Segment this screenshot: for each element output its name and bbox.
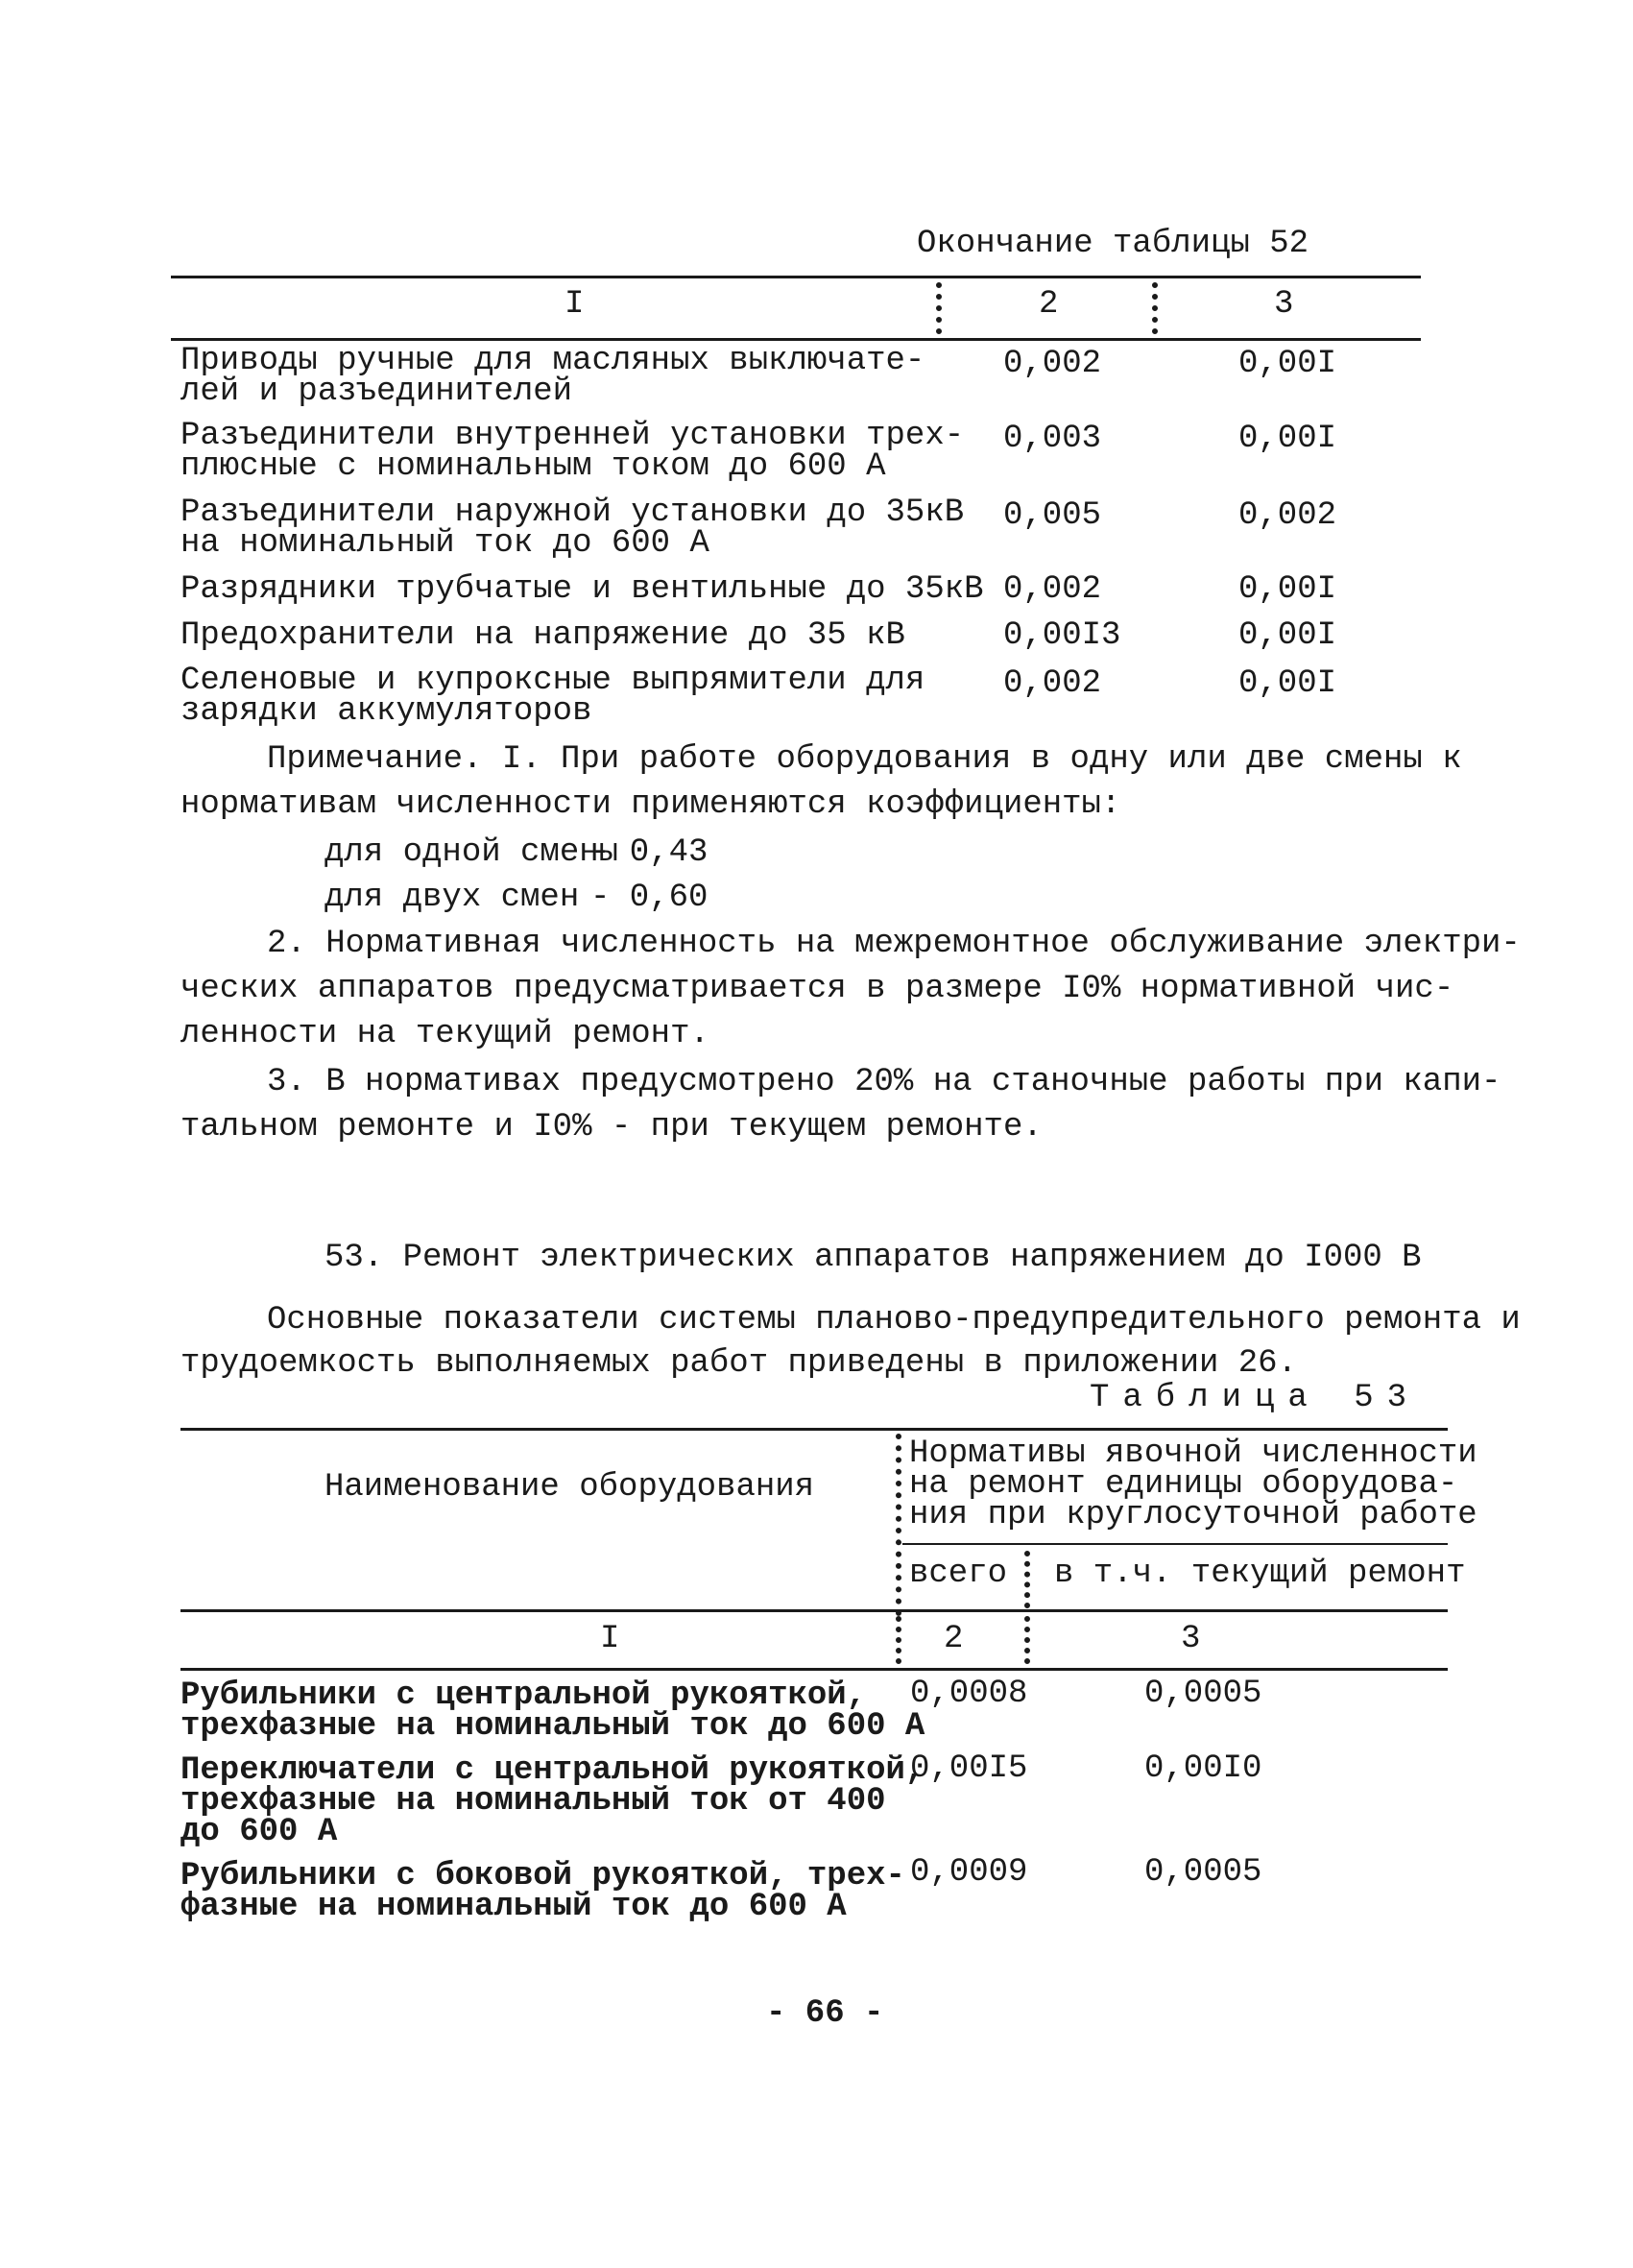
table-row-name: Приводы ручные для масляных выключате- лей и разъединителей bbox=[180, 343, 925, 410]
table53-caption: Таблица 53 bbox=[1090, 1380, 1421, 1416]
note1-line2: нормативам численности применяются коэффициенты: bbox=[180, 786, 1121, 823]
note2-line1: 2. Нормативная численность на межремонтное обслуживание электри- bbox=[267, 926, 1521, 962]
coef-two-label: для двух смен bbox=[324, 880, 580, 916]
table53-number-rule bbox=[180, 1668, 1448, 1671]
table-row-name: Разъединители наружной установки до 35кВ на номинальный ток до 600 А bbox=[180, 495, 965, 562]
table53-header-norms: Нормативы явочной численности на ремонт единицы оборудова- ния при круглосуточной работе bbox=[909, 1436, 1477, 1533]
coef-one-label: для одной смены bbox=[324, 834, 619, 871]
table52-header-divider-1 bbox=[936, 282, 942, 334]
table52-top-rule bbox=[171, 276, 1421, 278]
table53-header-rule bbox=[180, 1609, 1448, 1612]
table-row-value-total: 0,0009 bbox=[910, 1854, 1028, 1891]
table-row-name: Селеновые и купроксные выпрямители для зарядки аккумуляторов bbox=[180, 663, 925, 730]
table-row-value-total: 0,002 bbox=[1003, 571, 1102, 608]
table-row-value-total: 0,003 bbox=[1003, 421, 1102, 457]
table-row-name: Разрядники трубчатые и вентильные до 35кВ bbox=[180, 571, 984, 608]
table53-number-divider-2 bbox=[1024, 1616, 1030, 1664]
table-row-value-current: 0,00I bbox=[1238, 617, 1337, 654]
table-row-value-total: 0,002 bbox=[1003, 346, 1102, 382]
page-number: - 66 - bbox=[766, 1995, 884, 2032]
table53-header-current: в т.ч. текущий ремонт bbox=[1054, 1556, 1466, 1592]
table53-col-header-2: 2 bbox=[944, 1621, 964, 1657]
table-row-value-total: 0,00I3 bbox=[1003, 617, 1121, 654]
table-row-name: Рубильники с боковой рукояткой, трех- фазные на номинальный ток до 600 А bbox=[180, 1858, 905, 1925]
note1-line1: Примечание. I. При работе оборудования в одну или две смены к bbox=[267, 741, 1462, 778]
coef-one-value: - 0,43 bbox=[590, 834, 708, 871]
table-row-value-total: 0,00I5 bbox=[910, 1750, 1028, 1787]
note2-line2: ческих аппаратов предусматривается в размере I0% нормативной чис- bbox=[180, 971, 1454, 1007]
table-row-value-current: 0,00I bbox=[1238, 571, 1337, 608]
table-row-value-total: 0,0008 bbox=[910, 1676, 1028, 1712]
table52-header-rule bbox=[171, 338, 1421, 341]
table53-subheader-rule bbox=[902, 1543, 1448, 1545]
table-row-value-current: 0,00I bbox=[1238, 421, 1337, 457]
table-row-value-current: 0,0005 bbox=[1144, 1676, 1262, 1712]
table53-number-divider-1 bbox=[896, 1616, 901, 1664]
table-row-value-current: 0,00I bbox=[1238, 665, 1337, 702]
table53-header-divider-main bbox=[896, 1434, 901, 1616]
note2-line3: ленности на текущий ремонт. bbox=[180, 1016, 709, 1052]
note3-line1: 3. В нормативах предусмотрено 20% на станочные работы при капи- bbox=[267, 1064, 1501, 1100]
table-row-value-current: 0,002 bbox=[1238, 497, 1337, 534]
table53-header-total: всего bbox=[909, 1556, 1008, 1592]
table-row-value-total: 0,002 bbox=[1003, 665, 1102, 702]
table52-header-divider-2 bbox=[1152, 282, 1158, 334]
table53-header-name: Наименование оборудования bbox=[324, 1469, 815, 1506]
section53-intro-line1: Основные показатели системы планово-предупредительного ремонта и bbox=[267, 1302, 1521, 1339]
coef-two-value: - 0,60 bbox=[590, 880, 708, 916]
table-row-name: Переключатели с центральной рукояткой, трехфазные на номинальный ток от 400 до 600 А bbox=[180, 1752, 925, 1850]
table53-col-header-3: 3 bbox=[1181, 1621, 1201, 1657]
table-row-name: Предохранители на напряжение до 35 кВ bbox=[180, 617, 905, 654]
table-row-name: Рубильники с центральной рукояткой, трехфазные на номинальный ток до 600 А bbox=[180, 1677, 925, 1745]
table52-caption: Окончание таблицы 52 bbox=[917, 226, 1309, 262]
table53-col-header-1: I bbox=[600, 1621, 620, 1657]
table-row-value-current: 0,0005 bbox=[1144, 1854, 1262, 1891]
table52-col-header-2: 2 bbox=[1039, 286, 1059, 323]
table-row-value-current: 0,00I0 bbox=[1144, 1750, 1262, 1787]
table52-col-header-3: 3 bbox=[1274, 286, 1294, 323]
table-row-value-total: 0,005 bbox=[1003, 497, 1102, 534]
table53-header-divider-sub bbox=[1024, 1551, 1030, 1608]
table-row-name: Разъединители внутренней установки трех- плюсные с номинальным током до 600 А bbox=[180, 418, 965, 485]
note3-line2: тальном ремонте и I0% - при текущем ремонте. bbox=[180, 1109, 1043, 1146]
table-row-value-current: 0,00I bbox=[1238, 346, 1337, 382]
table53-top-rule bbox=[180, 1428, 1448, 1431]
section53-intro-line2: трудоемкость выполняемых работ приведены в приложении 26. bbox=[180, 1345, 1297, 1382]
section53-heading: 53. Ремонт электрических аппаратов напряжением до I000 В bbox=[324, 1240, 1422, 1276]
table52-col-header-1: I bbox=[564, 286, 585, 323]
